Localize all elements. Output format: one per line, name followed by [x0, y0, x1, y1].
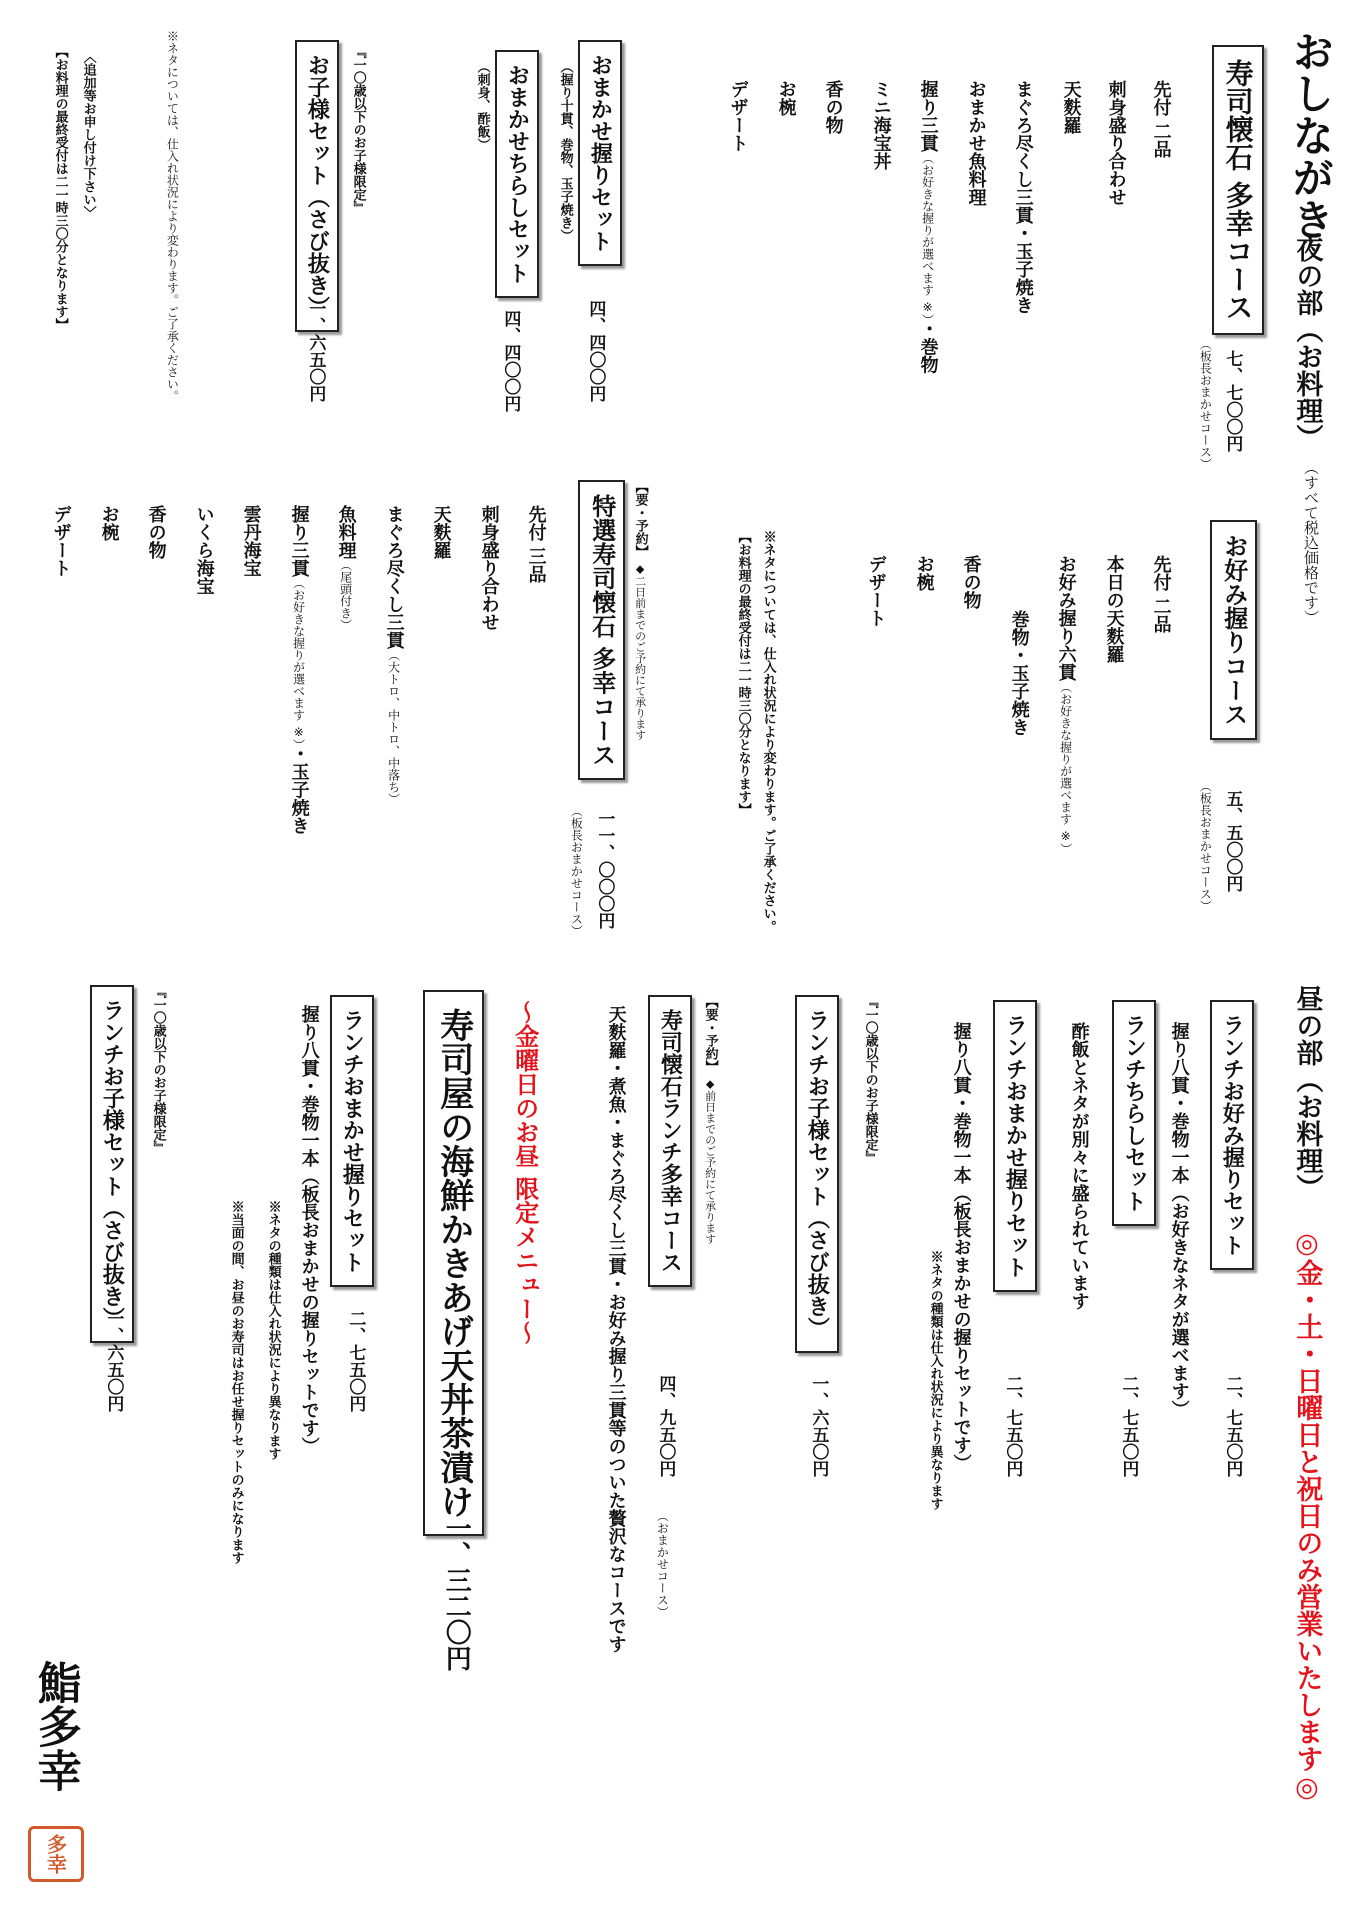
omakase-nigiri-price: 四、四〇〇円 [585, 300, 606, 402]
omakase-chirashi-title: おまかせちらしセット [495, 50, 539, 298]
brand-logo: 鮨多幸 [29, 1660, 81, 1792]
kids-limit: 『一〇歳以下のお子様限定』 [350, 45, 366, 214]
kids-title: お子様セット（さび抜き） [295, 40, 339, 332]
list-item: 香の物 [822, 80, 844, 134]
omakase-chirashi-price: 四、四〇〇円 [500, 310, 521, 412]
reserve-note: ◆二日前までのご予約にて承ります [633, 562, 647, 741]
lunch-okonomi-title: ランチお好み握りセット [1210, 1000, 1254, 1270]
list-item [383, 505, 405, 805]
nigiri-note: （お好きな握りが選べます ※） [291, 577, 306, 745]
lunch-omakase-note: ※ネタの種類は仕入れ状況により異なります [927, 1250, 943, 1510]
friday-banner: 〜金曜日のお昼 限定メニュー〜 [510, 1000, 540, 1345]
nigiri-note: （お好きな握りが選べます ※） [1058, 681, 1073, 855]
note-last-order-left: 【お料理の最終受付は二一時三〇分となります】 [52, 45, 68, 331]
lunch-kaiseki-detail: 天麩羅・煮魚・まぐろ尽くし三貫・お好み握り三貫等のついた贅沢なコースです [605, 1005, 627, 1653]
list-item: 天麩羅 [430, 505, 452, 559]
list-item: おまかせ魚料理 [965, 80, 987, 206]
lunch-omakase2-title: ランチおまかせ握りセット [330, 995, 374, 1287]
list-item: 香の物 [960, 555, 982, 609]
course-takumi-price-note: （板長おまかせコース） [1198, 338, 1213, 470]
list-item: 本日の天麩羅 [1103, 555, 1125, 663]
list-item [335, 505, 357, 631]
lunch-omakase-title: ランチおまかせ握りセット [993, 1000, 1037, 1292]
note-additional: 〈追加等お申し付け下さい〉 [80, 50, 96, 219]
reserve-label: 【要・予約】 [702, 995, 718, 1073]
course-tokusen-price: 一一、〇〇〇円 [594, 810, 615, 929]
lunch-chirashi-detail: 酢飯とネタが別々に盛られています [1068, 1022, 1090, 1310]
lunch-kids2-title: ランチお子様セット（さび抜き） [90, 985, 134, 1343]
omakase-nigiri-detail: （握り十貫、巻物、玉子焼き） [557, 60, 573, 242]
nigiri-label: 握り三貫 [917, 80, 939, 152]
fish-note: （尾頭付き） [338, 559, 353, 631]
list-item [288, 505, 310, 835]
list-item: お椀 [775, 80, 797, 116]
nigiri-label: 握り三貫 [288, 505, 310, 577]
nigiri-note: （お好きな握りが選べます ※） [920, 152, 935, 320]
list-item: 香の物 [145, 505, 167, 559]
lunch-omakase2-note: ※ネタの種類は仕入れ状況により異なります [265, 1200, 281, 1460]
list-item: デザート [50, 505, 72, 577]
list-item: デザート [727, 80, 749, 152]
lunch-omakase-price: 二、七五〇円 [1002, 1375, 1023, 1477]
lunch-kaiseki-title: 寿司懐石ランチ多幸コース [648, 995, 692, 1287]
lunch-omakase-detail: 握り八貫・巻物一本（板長おまかせの握りセットです） [950, 1022, 972, 1472]
lunch-kaiseki-reserve [702, 995, 718, 1245]
page-title: おしながき [1286, 30, 1336, 240]
list-item: いくら海宝 [193, 505, 215, 595]
list-item: ミニ海宝丼 [870, 80, 892, 170]
list-item [917, 80, 939, 374]
note-neta-left: ※ネタについては、仕入れ状況により変わります。ご了承ください。 [165, 30, 180, 402]
lunch-notice: ◎金・土・日曜日と祝日のみ営業いたします◎ [1291, 1228, 1323, 1803]
maguro-label: まぐろ尽くし三貫 [383, 505, 405, 649]
course-okonomi-price-note: （板長おまかせコース） [1198, 780, 1213, 912]
lunch-kids-title: ランチお子様セット（さび抜き） [795, 995, 839, 1353]
list-item: お椀 [913, 555, 935, 591]
maguro-note: （大トロ、中トロ、中落ち） [386, 649, 401, 805]
course-okonomi-price: 五、五〇〇円 [1222, 790, 1243, 892]
lunch-omakase2-price: 二、七五〇円 [345, 1310, 366, 1412]
lunch-kids2-limit: 『一〇歳以下のお子様限定』 [150, 985, 166, 1154]
course-tokusen-title: 特選寿司懐石 多幸コース [578, 480, 625, 780]
list-item: 刺身盛り合わせ [1105, 80, 1127, 206]
lunch-kids2-price: 一、六五〇円 [103, 1310, 124, 1412]
reserve-note: ◆前日までのご予約にて承ります [703, 1077, 717, 1245]
list-item: デザート [865, 555, 887, 627]
tokusen-reserve [632, 480, 648, 741]
note-last-order: 【お料理の最終受付は二一時三〇分となります】 [735, 530, 751, 816]
lunch-okonomi-detail: 握り八貫・巻物一本（お好きなネタが選べます） [1168, 1022, 1190, 1418]
lunch-chirashi-price: 二、七五〇円 [1118, 1375, 1139, 1477]
nigiri-label: お好み握り六貫 [1055, 555, 1077, 681]
night-section-title: 夜の部（お料理） [1291, 235, 1323, 451]
tax-note: （すべて税込価格です） [1302, 460, 1320, 625]
lunch-section-title: 昼の部（お料理） [1291, 985, 1323, 1201]
lunch-kaiseki-price: 四、九五〇円 [655, 1375, 676, 1477]
reserve-label: 【要・予約】 [632, 480, 648, 558]
lunch-kids-price: 一、六五〇円 [808, 1375, 829, 1477]
course-okonomi-title: お好み握りコース [1210, 520, 1257, 740]
omakase-nigiri-title: おまかせ握りセット [578, 40, 622, 266]
course-tokusen-price-note: （板長おまかせコース） [569, 805, 584, 937]
list-item: 先付 三品 [525, 505, 547, 584]
nigiri-tail: ・玉子焼き [288, 744, 310, 835]
list-item: 天麩羅 [1060, 80, 1082, 134]
lunch-kids-limit: 『一〇歳以下のお子様限定』 [862, 995, 878, 1164]
list-item [1055, 555, 1077, 855]
course-takumi-price: 七、七〇〇円 [1222, 350, 1243, 452]
kids-price: 一、六五〇円 [305, 300, 326, 402]
note-neta: ※ネタについては、仕入れ状況により変わります。ご了承ください。 [760, 530, 776, 933]
friday-price: 一、三二〇円 [441, 1515, 472, 1671]
list-item: お椀 [98, 505, 120, 541]
list-item: 先付 二品 [1150, 555, 1172, 634]
lunch-omakase2-detail: 握り八貫・巻物一本（板長おまかせの握りセットです） [298, 1005, 320, 1455]
fish-label: 魚料理 [335, 505, 357, 559]
omakase-chirashi-detail: （刺身、酢飯） [474, 60, 490, 151]
lunch-okonomi-price: 二、七五〇円 [1222, 1375, 1243, 1477]
list-item: まぐろ尽くし三貫・玉子焼き [1012, 80, 1034, 314]
list-item: 雲丹海宝 [240, 505, 262, 577]
lunch-chirashi-title: ランチちらしセット [1112, 1000, 1156, 1226]
friday-title: 寿司屋の海鮮かきあげ天丼茶漬け [423, 990, 484, 1536]
lunch-omakase2-note: ※当面の間、お昼のお寿司はお任せ握りセットのみになります [228, 1200, 244, 1564]
list-item: 刺身盛り合わせ [478, 505, 500, 631]
list-item: 先付 二品 [1150, 80, 1172, 159]
lunch-kaiseki-price-note: （おまかせコース） [655, 1510, 670, 1618]
course-takumi-title: 寿司懐石 多幸コース [1212, 45, 1264, 335]
brand-seal: 多幸 [28, 1826, 84, 1882]
nigiri-tail: ・巻物 [917, 319, 939, 374]
list-item: 巻物・玉子焼き [1008, 610, 1030, 736]
